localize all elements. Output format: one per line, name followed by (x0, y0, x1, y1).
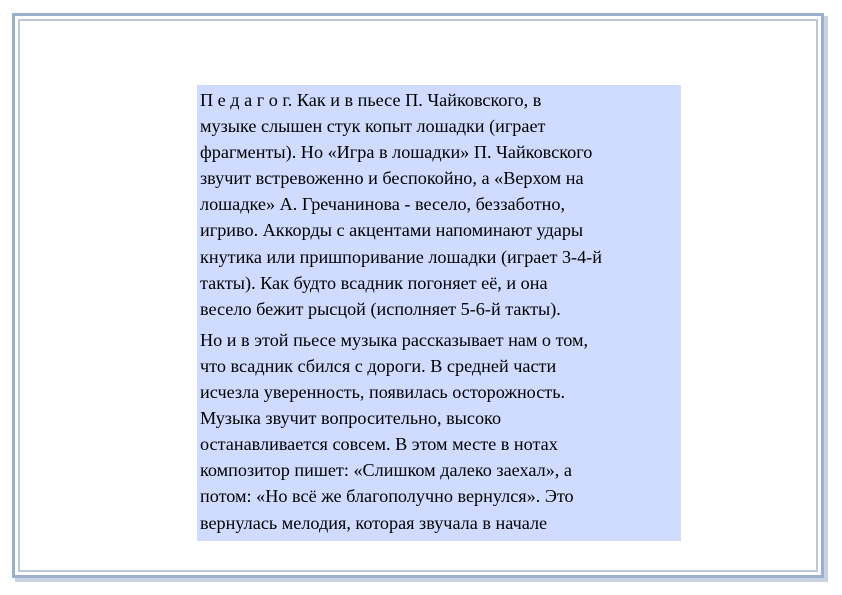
text-line: останавливается совсем. В этом месте в нотах (200, 434, 558, 455)
text-line: что всадник сбился с дороги. В средней части (200, 355, 557, 376)
text-line: фрагменты). Но «Игра в лошадки» П. Чайковского (200, 142, 593, 163)
text-line: музыке слышен стук копыт лошадки (играет (200, 116, 546, 137)
text-line: Музыка звучит вопросительно, высоко (200, 408, 502, 429)
text-line: потом: «Но всё же благополучно вернулся». Это (200, 486, 574, 507)
text-line: вернулась мелодия, которая звучала в начале (200, 512, 548, 533)
paragraph-1 (200, 87, 677, 322)
text-box (197, 85, 681, 541)
text-line: исчезла уверенность, появилась осторожность. (200, 382, 566, 403)
text-line: П е д а г о г. Как и в пьесе П. Чайковского, в (200, 90, 542, 110)
text-line: кнутика или пришпоривание лошадки (играет 3-4-й (200, 246, 602, 267)
frame-shadow-right (824, 16, 828, 581)
text-line: такты). Как будто всадник погоняет её, и она (200, 272, 548, 293)
text-line: композитор пишет: «Слишком далеко заехал», а (200, 460, 572, 481)
text-line: звучит встревоженно и беспокойно, а «Верхом на (200, 168, 584, 189)
text-line: лошадке» А. Гречанинова - весело, беззаботно, (200, 194, 566, 215)
text-line: игриво. Аккорды с акцентами напоминают удары (200, 220, 584, 241)
paragraph-2 (200, 327, 677, 536)
frame-shadow-bottom (15, 578, 828, 582)
text-line: весело бежит рысцой (исполняет 5-6-й такты). (200, 298, 561, 319)
text-line: Но и в этой пьесе музыка рассказывает нам о том, (200, 329, 589, 350)
